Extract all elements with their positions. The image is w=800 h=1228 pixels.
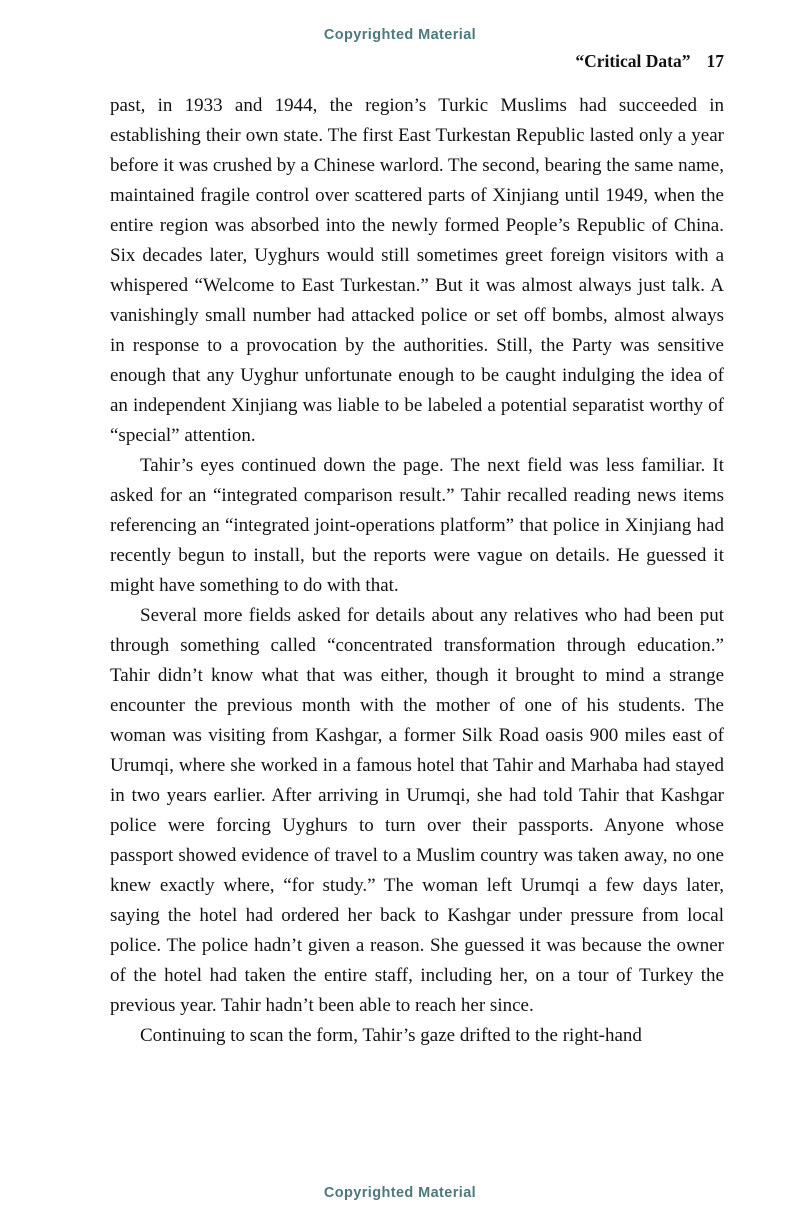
body-paragraph: past, in 1933 and 1944, the region’s Turkic Muslims had succeeded in establishing their own state. The first East Turkestan Republic lasted only a year before it was crushed by a Chinese warlord. The second, bearing the same name, maintained fragile control over scattered parts of Xinjiang until 1949, when the entire region was absorbed into the newly formed People’s Republic of China. Six decades later, Uyghurs would still sometimes greet foreign visitors with a whispered “Welcome to East Turkestan.” But it was almost always just talk. A vanishingly small number had attacked police or set off bombs, almost always in response to a provocation by the authorities. Still, the Party was sensitive enough that any Uyghur unfortunate enough to be caught indulging the idea of an independent Xinjiang was liable to be labeled a potential separatist worthy of “special” attention.: [110, 95, 724, 446]
running-head-title: “Critical Data”: [575, 51, 691, 71]
body-paragraph: Several more fields asked for details about any relatives who had been put through something called “concentrated transformation through education.” Tahir didn’t know what that was either, though it brought to mind a strange encounter the previous month with the mother of one of his students. The woman was visiting from Kashgar, a former Silk Road oasis 900 miles east of Urumqi, where she worked in a famous hotel that Tahir and Marhaba had stayed in two years earlier. After arriving in Urumqi, she had told Tahir that Kashgar police were forcing Uyghurs to turn over their passports. Anyone whose passport showed evidence of travel to a Muslim country was taken away, no one knew exactly where, “for study.” The woman left Urumqi a few days later, saying the hotel had ordered her back to Kashgar under pressure from local police. The police hadn’t given a reason. She guessed it was because the owner of the hotel had taken the entire staff, including her, on a tour of Turkey the previous year. Tahir hadn’t been able to reach her since.: [110, 605, 724, 1016]
copyright-notice-top: Copyrighted Material: [323, 27, 477, 43]
body-paragraph: Tahir’s eyes continued down the page. The next field was less familiar. It asked for an “integrated comparison result.” Tahir recalled reading news items referencing an “integrated joint-operations platform” that police in Xinjiang had recently begun to install, but the reports were vague on details. He guessed it might have something to do with that.: [110, 455, 724, 596]
body-text: [110, 91, 724, 1051]
copyright-notice-bottom: Copyrighted Material: [323, 1185, 477, 1201]
page-number: 17: [706, 51, 724, 71]
body-paragraph: Continuing to scan the form, Tahir’s gaze drifted to the right-hand: [140, 1025, 642, 1046]
page-header: [110, 51, 724, 72]
